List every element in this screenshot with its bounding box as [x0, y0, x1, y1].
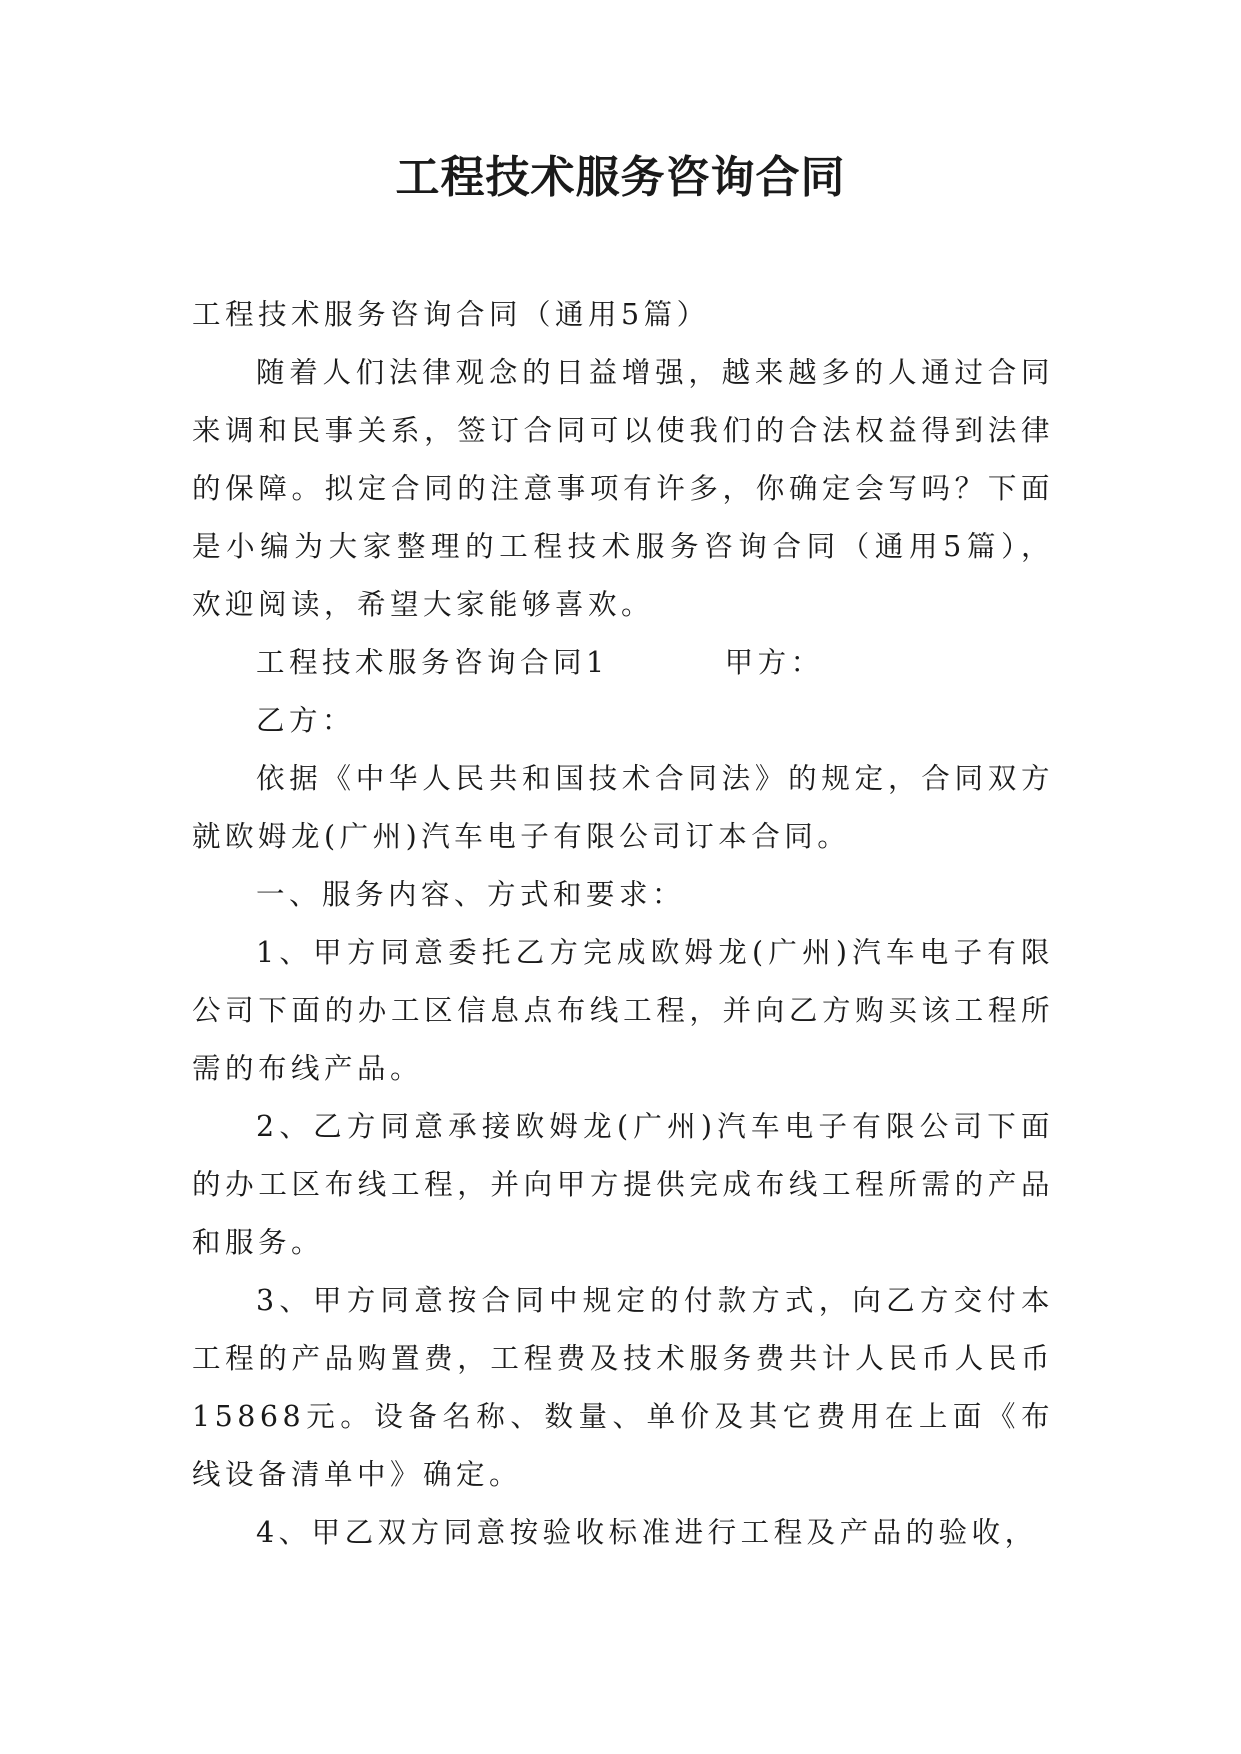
party-a-label: 甲方： [724, 646, 824, 679]
document-body [192, 286, 1054, 1562]
clause-2: 2、乙方同意承接欧姆龙(广州)汽车电子有限公司下面的办工区布线工程，并向甲方提供完成布线工程所需的产品和服务。 [192, 1110, 1054, 1259]
contract-1-heading-line [192, 634, 1054, 692]
section-1-heading: 一、服务内容、方式和要求： [256, 878, 686, 911]
clause-1: 1、甲方同意委托乙方完成欧姆龙(广州)汽车电子有限公司下面的办工区信息点布线工程，并向乙方购买该工程所需的布线产品。 [192, 936, 1054, 1085]
clause-4: 4、甲乙双方同意按验收标准进行工程及产品的验收， [256, 1516, 1038, 1549]
basis-paragraph: 依据《中华人民共和国技术合同法》的规定，合同双方就欧姆龙(广州)汽车电子有限公司订本合同。 [192, 762, 1054, 853]
intro-paragraph: 随着人们法律观念的日益增强，越来越多的人通过合同来调和民事关系，签订合同可以使我们的合法权益得到法律的保障。拟定合同的注意事项有许多，你确定会写吗？下面是小编为大家整理的工程技术服务咨询合同（通用5篇），欢迎阅读，希望大家能够喜欢。 [192, 356, 1054, 621]
contract-1-heading: 工程技术服务咨询合同1 [256, 646, 609, 679]
document-title: 工程技术服务咨询合同 [395, 152, 846, 203]
party-b-label: 乙方： [256, 704, 356, 737]
clause-3: 3、甲方同意按合同中规定的付款方式，向乙方交付本工程的产品购置费，工程费及技术服务费共计人民币人民币15868元。设备名称、数量、单价及其它费用在上面《布线设备清单中》确定。 [192, 1284, 1054, 1491]
document-subtitle: 工程技术服务咨询合同（通用5篇） [192, 298, 710, 331]
